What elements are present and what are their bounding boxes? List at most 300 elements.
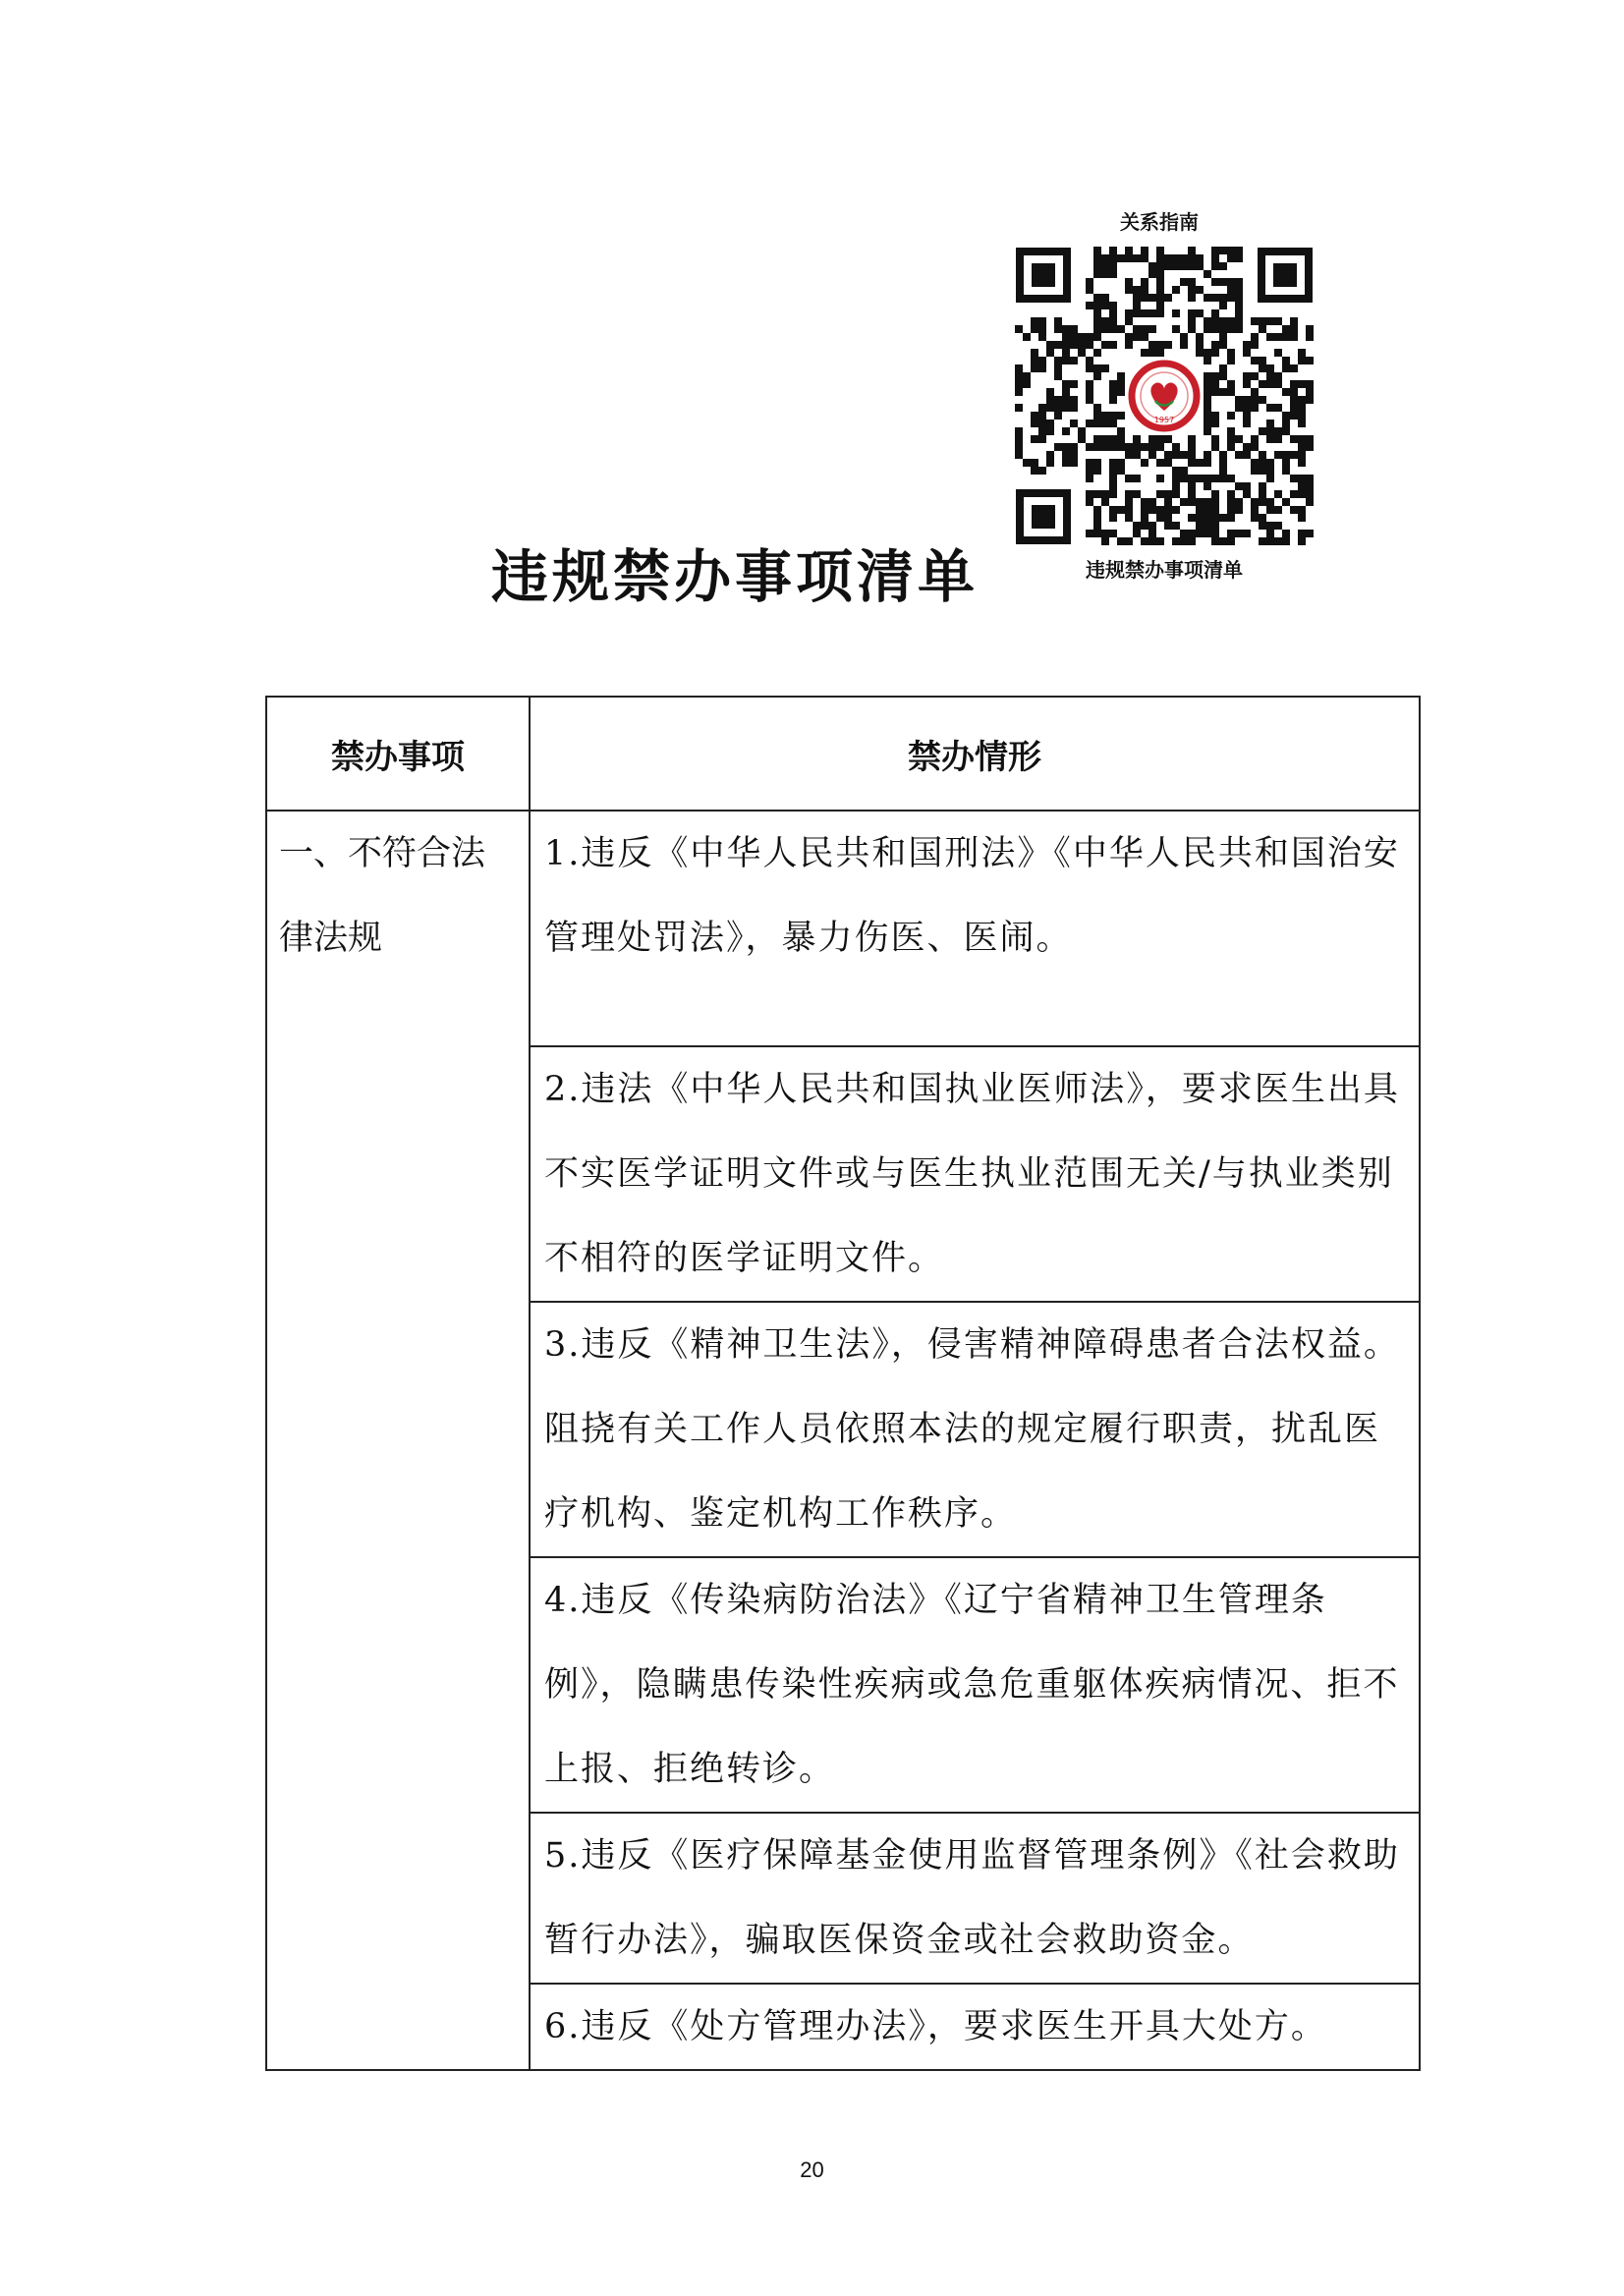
qr-module (1211, 475, 1219, 482)
qr-module (1243, 380, 1251, 388)
qr-module (1156, 506, 1164, 514)
qr-module (1101, 341, 1109, 349)
qr-module (1101, 443, 1109, 451)
qr-module (1078, 341, 1086, 349)
qr-module (1235, 294, 1243, 302)
qr-module (1156, 302, 1164, 309)
qr-module (1164, 514, 1172, 522)
qr-module (1227, 380, 1235, 388)
qr-module (1251, 372, 1259, 380)
prohibited-items-table (265, 696, 1421, 2071)
qr-module (1282, 427, 1290, 435)
qr-module (1172, 522, 1180, 530)
qr-module (1219, 459, 1227, 467)
qr-module (1015, 443, 1023, 451)
qr-module (1031, 420, 1038, 427)
qr-module (1290, 404, 1298, 412)
qr-module (1188, 278, 1196, 286)
qr-module (1164, 506, 1172, 514)
qr-module (1282, 388, 1290, 396)
qr-module (1298, 530, 1306, 537)
qr-module (1180, 262, 1188, 270)
qr-module (1227, 498, 1235, 506)
qr-module (1211, 490, 1219, 498)
qr-module (1282, 530, 1290, 537)
qr-module (1156, 443, 1164, 451)
qr-module (1054, 443, 1062, 451)
qr-module (1306, 333, 1314, 341)
qr-module (1266, 435, 1274, 443)
qr-module (1109, 420, 1117, 427)
qr-module (1274, 349, 1282, 357)
qr-module (1243, 341, 1251, 349)
qr-module (1188, 309, 1196, 317)
qr-module (1211, 294, 1219, 302)
qr-module (1172, 325, 1180, 333)
qr-module (1204, 349, 1211, 357)
qr-module (1148, 443, 1156, 451)
qr-module (1259, 522, 1266, 530)
qr-module (1101, 537, 1109, 545)
qr-module (1086, 490, 1093, 498)
qr-module (1196, 333, 1204, 341)
qr-module (1306, 490, 1314, 498)
qr-module (1219, 451, 1227, 459)
qr-module (1188, 537, 1196, 545)
qr-module (1227, 286, 1235, 294)
qr-module (1235, 396, 1243, 404)
qr-module (1038, 435, 1046, 443)
qr-module (1148, 435, 1156, 443)
qr-module (1038, 317, 1046, 325)
qr-module (1148, 451, 1156, 459)
qr-module (1227, 325, 1235, 333)
qr-module (1235, 254, 1243, 262)
qr-module (1290, 388, 1298, 396)
qr-module (1211, 341, 1219, 349)
qr-module (1141, 286, 1148, 294)
qr-module (1243, 443, 1251, 451)
qr-module (1251, 443, 1259, 451)
qr-module (1211, 514, 1219, 522)
qr-module (1266, 459, 1274, 467)
qr-module (1204, 498, 1211, 506)
qr-module (1188, 325, 1196, 333)
qr-module (1156, 286, 1164, 294)
qr-module (1117, 380, 1125, 388)
qr-module (1227, 388, 1235, 396)
qr-module (1274, 522, 1282, 530)
qr-module (1070, 333, 1078, 341)
qr-module (1211, 254, 1219, 262)
qr-module (1086, 388, 1093, 396)
qr-module (1125, 451, 1133, 459)
qr-module (1180, 254, 1188, 262)
qr-module (1298, 475, 1306, 482)
qr-module (1211, 309, 1219, 317)
qr-module (1188, 451, 1196, 459)
qr-module (1188, 498, 1196, 506)
qr-module (1227, 247, 1235, 254)
qr-module (1062, 388, 1070, 396)
qr-module (1196, 341, 1204, 349)
qr-module (1196, 309, 1204, 317)
qr-module (1282, 333, 1290, 341)
qr-module (1086, 420, 1093, 427)
qr-module (1227, 475, 1235, 482)
qr-module (1211, 325, 1219, 333)
qr-module (1211, 349, 1219, 357)
qr-module (1109, 380, 1117, 388)
qr-module (1290, 325, 1298, 333)
qr-module (1015, 388, 1023, 396)
qr-module (1298, 349, 1306, 357)
qr-module (1211, 380, 1219, 388)
qr-module (1101, 364, 1109, 372)
qr-module (1023, 380, 1031, 388)
item-cell-2: 2.违法《中华人民共和国执业医师法》，要求医生出具不实医学证明文件或与医生执业范围无关/与执业类别不相符的医学证明文件。 (530, 1046, 1420, 1302)
qr-module (1235, 317, 1243, 325)
qr-module (1070, 325, 1078, 333)
qr-module (1109, 482, 1117, 490)
qr-module (1219, 364, 1227, 372)
qr-module (1164, 262, 1172, 270)
qr-module (1038, 357, 1046, 364)
qr-module (1109, 475, 1117, 482)
qr-module (1031, 364, 1038, 372)
qr-module (1133, 325, 1141, 333)
qr-module (1180, 530, 1188, 537)
qr-module (1219, 294, 1227, 302)
qr-module (1109, 262, 1117, 270)
qr-module (1235, 482, 1243, 490)
qr-module (1188, 247, 1196, 254)
qr-module (1204, 451, 1211, 459)
qr-module (1282, 357, 1290, 364)
qr-module (1235, 530, 1243, 537)
qr-module (1093, 467, 1101, 475)
qr-module (1243, 490, 1251, 498)
qr-module (1211, 317, 1219, 325)
qr-module (1070, 341, 1078, 349)
qr-module (1109, 490, 1117, 498)
qr-module (1235, 286, 1243, 294)
qr-module (1117, 412, 1125, 420)
qr-module (1156, 294, 1164, 302)
qr-module (1180, 451, 1188, 459)
qr-module (1093, 294, 1101, 302)
qr-module (1204, 372, 1211, 380)
qr-module (1101, 270, 1109, 278)
qr-module (1070, 357, 1078, 364)
qr-module (1196, 262, 1204, 270)
qr-module (1251, 404, 1259, 412)
qr-module (1290, 506, 1298, 514)
qr-module (1188, 435, 1196, 443)
qr-module (1156, 435, 1164, 443)
qr-module (1180, 498, 1188, 506)
qr-module (1204, 404, 1211, 412)
qr-module (1062, 443, 1070, 451)
qr-finder-bottom-left (1016, 489, 1071, 544)
table-row (266, 811, 1420, 1046)
qr-module (1093, 372, 1101, 380)
qr-module (1133, 254, 1141, 262)
qr-module (1093, 514, 1101, 522)
qr-module (1093, 490, 1101, 498)
qr-module (1156, 270, 1164, 278)
qr-module (1093, 435, 1101, 443)
qr-module (1117, 254, 1125, 262)
qr-module (1164, 341, 1172, 349)
qr-module (1038, 333, 1046, 341)
qr-module (1243, 530, 1251, 537)
qr-module (1204, 294, 1211, 302)
qr-module (1235, 435, 1243, 443)
qr-module (1070, 404, 1078, 412)
qr-module (1093, 349, 1101, 357)
qr-module (1298, 380, 1306, 388)
qr-module (1259, 498, 1266, 506)
qr-module (1172, 482, 1180, 490)
qr-module (1251, 506, 1259, 514)
qr-module (1109, 254, 1117, 262)
qr-module (1031, 412, 1038, 420)
item-cell-5: 5.违反《医疗保障基金使用监督管理条例》《社会救助暂行办法》，骗取医保资金或社会救助资金。 (530, 1813, 1420, 1984)
qr-module (1141, 349, 1148, 357)
qr-module (1156, 475, 1164, 482)
qr-module (1290, 396, 1298, 404)
qr-module (1259, 396, 1266, 404)
qr-module (1188, 475, 1196, 482)
qr-module (1078, 349, 1086, 357)
qr-module (1046, 459, 1054, 467)
qr-module (1125, 537, 1133, 545)
qr-module (1125, 286, 1133, 294)
qr-module (1306, 325, 1314, 333)
qr-module (1259, 537, 1266, 545)
qr-module (1274, 451, 1282, 459)
qr-module (1204, 412, 1211, 420)
qr-module (1086, 357, 1093, 364)
qr-module (1172, 254, 1180, 262)
qr-module (1266, 380, 1274, 388)
qr-module (1133, 490, 1141, 498)
qr-module (1282, 325, 1290, 333)
qr-module (1031, 349, 1038, 357)
qr-module (1093, 325, 1101, 333)
qr-module (1038, 404, 1046, 412)
qr-module (1243, 372, 1251, 380)
qr-module (1266, 537, 1274, 545)
qr-code[interactable] (1012, 244, 1316, 548)
qr-module (1266, 317, 1274, 325)
qr-module (1015, 364, 1023, 372)
qr-module (1125, 317, 1133, 325)
qr-module (1298, 506, 1306, 514)
qr-module (1101, 412, 1109, 420)
qr-module (1038, 412, 1046, 420)
qr-module (1109, 435, 1117, 443)
qr-module (1227, 412, 1235, 420)
qr-caption-bottom: 违规禁办事项清单 (1086, 558, 1243, 582)
qr-module (1211, 420, 1219, 427)
qr-module (1196, 514, 1204, 522)
qr-module (1282, 498, 1290, 506)
qr-module (1251, 467, 1259, 475)
qr-module (1204, 522, 1211, 530)
qr-module (1054, 357, 1062, 364)
qr-module (1282, 420, 1290, 427)
qr-module (1211, 537, 1219, 545)
qr-module (1086, 333, 1093, 341)
qr-module (1172, 451, 1180, 459)
qr-module (1204, 317, 1211, 325)
qr-module (1204, 270, 1211, 278)
qr-module (1148, 341, 1156, 349)
qr-module (1156, 537, 1164, 545)
qr-module (1109, 270, 1117, 278)
qr-module (1204, 396, 1211, 404)
qr-module (1211, 278, 1219, 286)
qr-module (1164, 490, 1172, 498)
qr-module (1227, 537, 1235, 545)
qr-module (1266, 364, 1274, 372)
qr-module (1148, 309, 1156, 317)
qr-module (1046, 396, 1054, 404)
qr-module (1274, 372, 1282, 380)
qr-module (1031, 325, 1038, 333)
qr-module (1306, 530, 1314, 537)
qr-module (1086, 443, 1093, 451)
qr-module (1274, 333, 1282, 341)
qr-module (1211, 506, 1219, 514)
qr-module (1125, 341, 1133, 349)
qr-module (1243, 412, 1251, 420)
qr-module (1219, 475, 1227, 482)
item-cell-1: 1.违反《中华人民共和国刑法》《中华人民共和国治安管理处罚法》，暴力伤医、医闹。 (530, 811, 1420, 1046)
qr-module (1259, 317, 1266, 325)
qr-module (1093, 309, 1101, 317)
qr-module (1117, 506, 1125, 514)
qr-module (1148, 294, 1156, 302)
qr-module (1172, 506, 1180, 514)
qr-module (1148, 349, 1156, 357)
qr-module (1251, 514, 1259, 522)
qr-module (1219, 262, 1227, 270)
qr-module (1227, 357, 1235, 364)
qr-module (1109, 388, 1117, 396)
qr-module (1204, 357, 1211, 364)
qr-finder-top-left (1016, 248, 1071, 303)
qr-module (1235, 506, 1243, 514)
table-header-row (266, 697, 1420, 811)
qr-module (1290, 490, 1298, 498)
qr-module (1117, 427, 1125, 435)
qr-module (1259, 380, 1266, 388)
qr-module (1290, 364, 1298, 372)
qr-module (1156, 278, 1164, 286)
qr-module (1086, 459, 1093, 467)
item-cell-4: 4.违反《传染病防治法》《辽宁省精神卫生管理条例》，隐瞒患传染性疾病或急危重躯体疾病情况、拒不上报、拒绝转诊。 (530, 1557, 1420, 1813)
qr-module (1133, 475, 1141, 482)
qr-module (1109, 459, 1117, 467)
qr-module (1298, 420, 1306, 427)
qr-module (1141, 294, 1148, 302)
qr-module (1038, 325, 1046, 333)
qr-module (1204, 380, 1211, 388)
qr-module (1101, 420, 1109, 427)
qr-module (1062, 459, 1070, 467)
qr-module (1148, 270, 1156, 278)
qr-module (1038, 364, 1046, 372)
qr-module (1148, 325, 1156, 333)
qr-module (1070, 380, 1078, 388)
qr-module (1125, 514, 1133, 522)
qr-module (1133, 451, 1141, 459)
qr-module (1093, 522, 1101, 530)
qr-module (1141, 309, 1148, 317)
qr-module (1306, 443, 1314, 451)
qr-module (1062, 341, 1070, 349)
qr-module (1062, 380, 1070, 388)
qr-module (1211, 530, 1219, 537)
qr-module (1054, 341, 1062, 349)
qr-module (1227, 514, 1235, 522)
qr-module (1015, 380, 1023, 388)
qr-module (1141, 514, 1148, 522)
qr-module (1235, 247, 1243, 254)
qr-module (1243, 404, 1251, 412)
qr-module (1219, 317, 1227, 325)
qr-module (1125, 498, 1133, 506)
category-cell: 一、不符合法律法规 (266, 811, 530, 2070)
qr-module (1196, 498, 1204, 506)
qr-module (1259, 325, 1266, 333)
qr-module (1235, 325, 1243, 333)
qr-module (1274, 435, 1282, 443)
qr-module (1266, 420, 1274, 427)
qr-module (1015, 427, 1023, 435)
qr-module (1298, 482, 1306, 490)
qr-module (1188, 317, 1196, 325)
qr-module (1251, 498, 1259, 506)
qr-module (1054, 404, 1062, 412)
qr-module (1046, 451, 1054, 459)
qr-module (1109, 506, 1117, 514)
qr-module (1259, 451, 1266, 459)
qr-module (1086, 286, 1093, 294)
qr-module (1298, 443, 1306, 451)
qr-module (1211, 443, 1219, 451)
qr-module (1219, 388, 1227, 396)
qr-module (1172, 475, 1180, 482)
qr-module (1298, 412, 1306, 420)
qr-module (1266, 427, 1274, 435)
qr-module (1031, 467, 1038, 475)
qr-module (1172, 537, 1180, 545)
qr-module (1266, 404, 1274, 412)
qr-module (1046, 404, 1054, 412)
qr-module (1204, 459, 1211, 467)
qr-module (1078, 333, 1086, 341)
qr-module (1133, 309, 1141, 317)
qr-module (1125, 247, 1133, 254)
qr-module (1062, 404, 1070, 412)
qr-module (1133, 302, 1141, 309)
qr-module (1251, 396, 1259, 404)
qr-module (1156, 459, 1164, 467)
